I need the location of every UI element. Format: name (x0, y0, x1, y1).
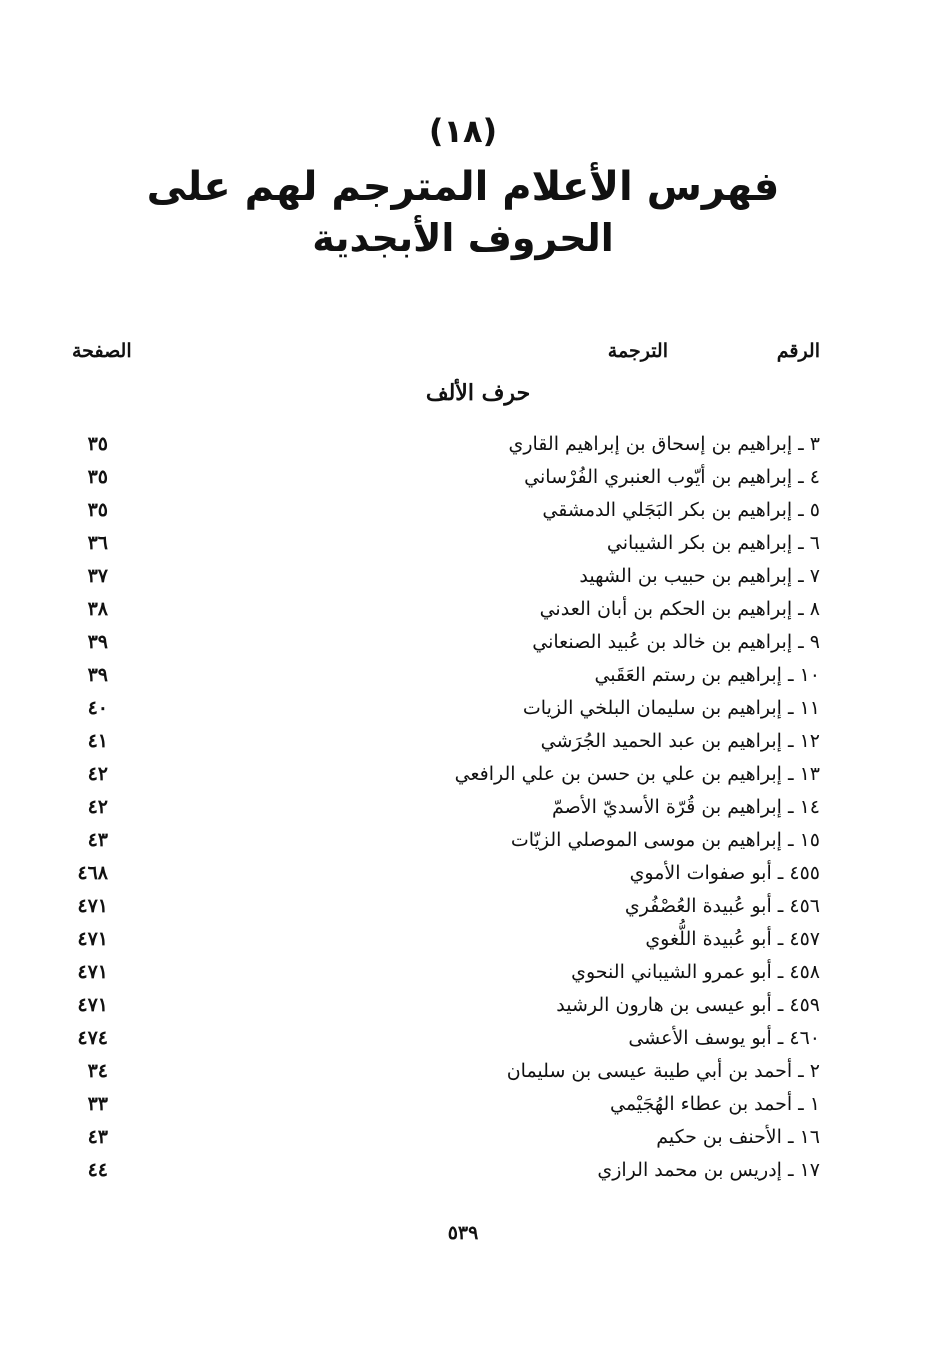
entry-page: ٤٧١ (77, 928, 108, 950)
list-item (60, 890, 820, 923)
list-item (60, 593, 820, 626)
page-subtitle: الحروف الأبجدية (312, 216, 614, 260)
page-title: فهرس الأعلام المترجم لهم على (146, 164, 780, 210)
list-item (60, 1022, 820, 1055)
list-item (60, 494, 820, 527)
entry-text: ٦ ـ إبراهيم بن بكر الشيباني (606, 532, 820, 554)
column-header-page: الصفحة (72, 340, 132, 362)
entry-page: ٣٤ (87, 1060, 108, 1082)
list-item (60, 956, 820, 989)
entry-text: ٤٥٦ ـ أبو عُبيدة العُصْفُري (624, 895, 820, 917)
list-item (60, 923, 820, 956)
list-item (60, 1088, 820, 1121)
list-item (60, 626, 820, 659)
list-item (60, 1154, 820, 1187)
entry-page: ٤٤ (87, 1159, 108, 1181)
entry-text: ٩ ـ إبراهيم بن خالد بن عُبيد الصنعاني (532, 631, 820, 653)
entry-page: ٣٥ (87, 433, 108, 455)
entry-page: ٣٥ (87, 499, 108, 521)
entry-text: ١٣ ـ إبراهيم بن علي بن حسن بن علي الرافعي (454, 763, 820, 785)
entry-page: ٤٧١ (77, 961, 108, 983)
entry-text: ٣ ـ إبراهيم بن إسحاق بن إبراهيم القاري (508, 433, 820, 455)
list-item (60, 659, 820, 692)
column-header-biography: الترجمة (607, 340, 668, 362)
entry-page: ٤٣ (87, 829, 108, 851)
list-item (60, 758, 820, 791)
section-heading-text: حرف الألف (425, 380, 531, 406)
entry-page: ٤٢ (87, 763, 108, 785)
chapter-number: (١٨) (428, 112, 498, 150)
list-item (60, 791, 820, 824)
entry-text: ٧ ـ إبراهيم بن حبيب بن الشهيد (579, 565, 820, 587)
entry-page: ٣٥ (87, 466, 108, 488)
entry-page: ٤٣ (87, 1126, 108, 1148)
list-item (60, 824, 820, 857)
list-item (60, 428, 820, 461)
list-item (60, 1121, 820, 1154)
entry-text: ١١ ـ إبراهيم بن سليمان البلخي الزيات (522, 697, 820, 719)
entry-page: ٤٢ (87, 796, 108, 818)
entry-text: ١٦ ـ الأحنف بن حكيم (656, 1126, 820, 1148)
entry-page: ٣٩ (87, 664, 108, 686)
entry-text: ٤٥٨ ـ أبو عمرو الشيباني النحوي (571, 961, 820, 983)
entry-text: ١٠ ـ إبراهيم بن رستم العَقَبي (594, 664, 820, 686)
entry-page: ٤٧٤ (77, 1027, 108, 1049)
entry-page: ٤١ (87, 730, 108, 752)
entries-list (60, 428, 820, 1187)
list-item (60, 560, 820, 593)
entry-text: ١٢ ـ إبراهيم بن عبد الحميد الجُرَشي (540, 730, 820, 752)
entry-text: ٨ ـ إبراهيم بن الحكم بن أبان العدني (539, 598, 820, 620)
list-item (60, 692, 820, 725)
entry-text: ٤٥٧ ـ أبو عُبيدة اللُّغوي (645, 928, 820, 950)
page-number: ٥٣٩ (447, 1222, 479, 1244)
list-item (60, 527, 820, 560)
entry-text: ٤٥٩ ـ أبو عيسى بن هارون الرشيد (556, 994, 820, 1016)
entry-page: ٣٨ (87, 598, 108, 620)
entry-text: ١٥ ـ إبراهيم بن موسى الموصلي الزيّات (510, 829, 820, 851)
entry-page: ٤٧١ (77, 994, 108, 1016)
entry-page: ٣٦ (87, 532, 108, 554)
list-item (60, 461, 820, 494)
list-item (60, 1055, 820, 1088)
entry-text: ١ ـ أحمد بن عطاء الهُجَيْمي (609, 1093, 820, 1115)
entry-text: ١٧ ـ إدريس بن محمد الرازي (597, 1159, 820, 1181)
section-heading (0, 380, 926, 406)
entry-page: ٣٩ (87, 631, 108, 653)
entry-page: ٣٧ (87, 565, 108, 587)
entry-text: ٤٦٠ ـ أبو يوسف الأعشى (628, 1027, 820, 1049)
entry-text: ٤ ـ إبراهيم بن أيّوب العنبري الفُرْساني (524, 466, 820, 488)
entry-text: ٤٥٥ ـ أبو صفوات الأموي (629, 862, 820, 884)
list-item (60, 989, 820, 1022)
entry-text: ١٤ ـ إبراهيم بن قُرّة الأسديّ الأصمّ (552, 796, 820, 818)
entry-page: ٤٧١ (77, 895, 108, 917)
entry-text: ٢ ـ أحمد بن أبي طيبة عيسى بن سليمان (506, 1060, 820, 1082)
list-item (60, 725, 820, 758)
entry-page: ٤٠ (87, 697, 108, 719)
list-item (60, 857, 820, 890)
entry-text: ٥ ـ إبراهيم بن بكر البَجَلي الدمشقي (542, 499, 820, 521)
entry-page: ٣٣ (87, 1093, 108, 1115)
entry-page: ٤٦٨ (77, 862, 108, 884)
column-header-number: الرقم (776, 340, 820, 362)
